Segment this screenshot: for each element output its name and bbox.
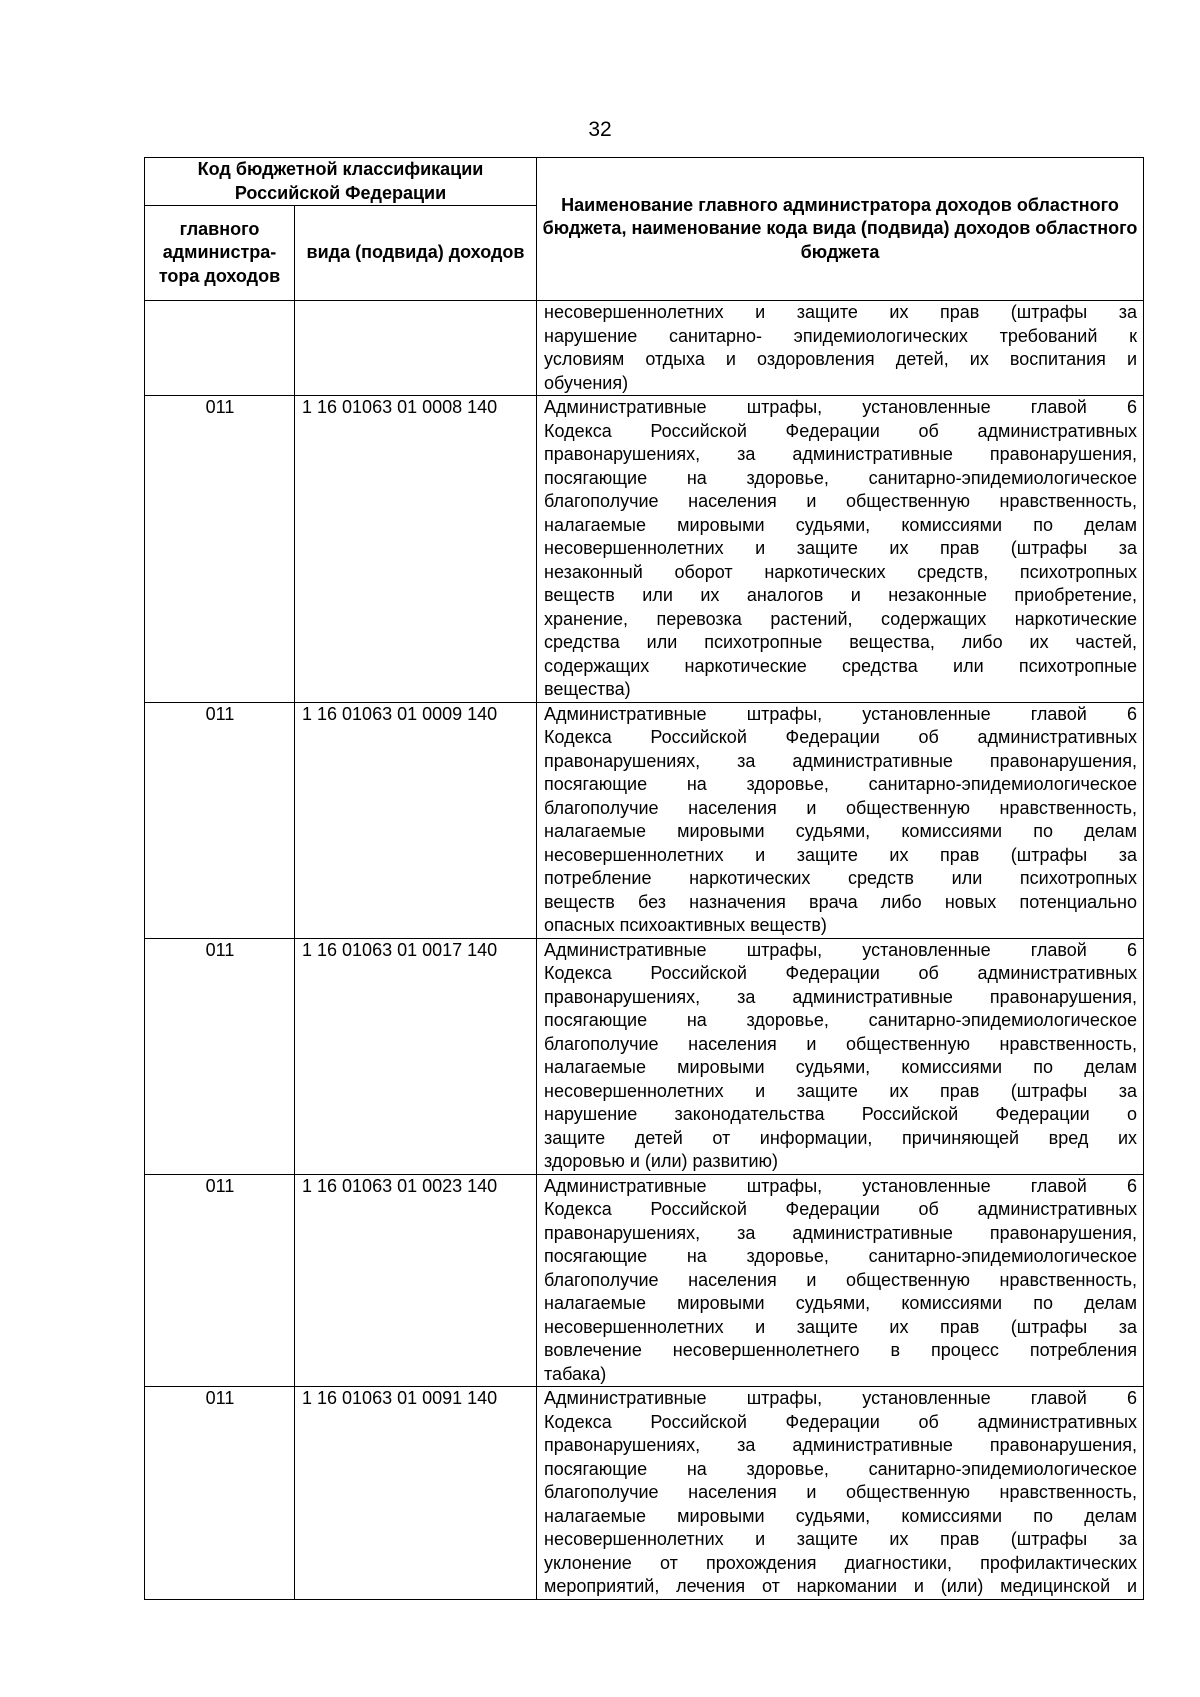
revenue-type-code-cell: 1 16 01063 01 0009 140: [295, 702, 537, 938]
revenue-classification-table: [144, 157, 1144, 1600]
admin-code-cell: 011: [145, 1174, 295, 1387]
revenue-name-cell: [537, 396, 1144, 703]
revenue-name-cell: [537, 1174, 1144, 1387]
revenue-name-line: средства или психотропные вещества, либо их частей,: [544, 632, 1138, 652]
revenue-name-line: вовлечение несовершеннолетнего в процесс потребления: [544, 1340, 1138, 1360]
revenue-name-line: несовершеннолетних и защите их прав (штрафы за: [544, 844, 1138, 865]
revenue-name-line: посягающие на здоровье, санитарно-эпидемиологическое: [544, 467, 1138, 488]
revenue-name-line: Административные штрафы, установленные главой 6: [544, 1175, 1138, 1196]
header-name-column: Наименование главного администратора доходов областного бюджета, наименование кода вида (подвида) доходов областного бюджета: [537, 158, 1144, 301]
revenue-name-line: Кодекса Российской Федерации об административных: [544, 1199, 1138, 1219]
revenue-name-line: мероприятий, лечения от наркомании и (или) медицинской и: [544, 1576, 1138, 1596]
table-header: [145, 158, 1144, 301]
revenue-name-line: посягающие на здоровье, санитарно-эпидемиологическое: [544, 1010, 1138, 1030]
revenue-name-line: Административные штрафы, установленные главой 6: [544, 397, 1138, 417]
revenue-name-line: несовершеннолетних и защите их прав (штрафы за: [544, 538, 1138, 558]
revenue-name-line: правонарушениях, за административные правонарушения,: [544, 986, 1138, 1007]
header-budget-code-group: Код бюджетной классификации Российской Федерации: [145, 158, 537, 206]
revenue-name-line: уклонение от прохождения диагностики, профилактических: [544, 1552, 1138, 1573]
revenue-name-line: Кодекса Российской Федерации об административных: [544, 727, 1138, 747]
revenue-name-line: Кодекса Российской Федерации об административных: [544, 963, 1138, 983]
table-row: [145, 1387, 1144, 1600]
revenue-name-line: вещества): [544, 679, 631, 699]
revenue-name-line: благополучие населения и общественную нравственность,: [544, 491, 1138, 511]
revenue-name-line: налагаемые мировыми судьями, комиссиями по делам: [544, 821, 1138, 841]
revenue-name-line: условиям отдыха и оздоровления детей, их воспитания и: [544, 349, 1138, 369]
table-row: [145, 938, 1144, 1174]
revenue-name-cell: [537, 938, 1144, 1174]
page-number: 32: [588, 118, 612, 141]
revenue-name-line: Кодекса Российской Федерации об административных: [544, 420, 1138, 441]
revenue-name-cell: [537, 301, 1144, 396]
revenue-name-line: налагаемые мировыми судьями, комиссиями по делам: [544, 1057, 1138, 1077]
revenue-name-line: незаконный оборот наркотических средств, психотропных: [544, 561, 1138, 582]
revenue-name-line: посягающие на здоровье, санитарно-эпидемиологическое: [544, 1246, 1138, 1266]
header-type-column: вида (подвида) доходов: [295, 206, 537, 301]
revenue-name-line: налагаемые мировыми судьями, комиссиями по делам: [544, 1505, 1138, 1526]
revenue-name-line: благополучие населения и общественную нравственность,: [544, 1033, 1138, 1054]
admin-code-cell: 011: [145, 1387, 295, 1600]
revenue-name-line: несовершеннолетних и защите их прав (штрафы за: [544, 302, 1138, 322]
revenue-name-line: веществ или их аналогов и незаконные приобретение,: [544, 585, 1138, 605]
revenue-type-code-cell: 1 16 01063 01 0017 140: [295, 938, 537, 1174]
revenue-name-line: налагаемые мировыми судьями, комиссиями по делам: [544, 514, 1138, 535]
revenue-name-line: налагаемые мировыми судьями, комиссиями по делам: [544, 1293, 1138, 1313]
revenue-name-line: правонарушениях, за административные правонарушения,: [544, 750, 1138, 771]
revenue-name-line: посягающие на здоровье, санитарно-эпидемиологическое: [544, 774, 1138, 794]
revenue-name-line: правонарушениях, за административные правонарушения,: [544, 1435, 1138, 1455]
revenue-name-cell: [537, 702, 1144, 938]
admin-code-cell: 011: [145, 702, 295, 938]
revenue-name-line: благополучие населения и общественную нравственность,: [544, 1482, 1138, 1502]
revenue-name-line: несовершеннолетних и защите их прав (штрафы за: [544, 1316, 1138, 1337]
revenue-name-line: Административные штрафы, установленные главой 6: [544, 703, 1138, 724]
revenue-name-line: Административные штрафы, установленные главой 6: [544, 1388, 1138, 1408]
revenue-type-code-cell: 1 16 01063 01 0091 140: [295, 1387, 537, 1600]
revenue-name-line: табака): [544, 1363, 607, 1384]
table-row: [145, 396, 1144, 703]
revenue-name-line: благополучие населения и общественную нравственность,: [544, 797, 1138, 818]
revenue-name-line: посягающие на здоровье, санитарно-эпидемиологическое: [544, 1458, 1138, 1479]
revenue-type-code-cell: 1 16 01063 01 0008 140: [295, 396, 537, 703]
revenue-name-line: здоровью и (или) развитию): [544, 1151, 778, 1171]
revenue-name-line: благополучие населения и общественную нравственность,: [544, 1269, 1138, 1290]
revenue-name-line: правонарушениях, за административные правонарушения,: [544, 444, 1138, 464]
revenue-name-line: Кодекса Российской Федерации об административных: [544, 1411, 1138, 1432]
revenue-type-code-cell: 1 16 01063 01 0023 140: [295, 1174, 537, 1387]
revenue-name-line: правонарушениях, за административные правонарушения,: [544, 1222, 1138, 1243]
revenue-name-line: Административные штрафы, установленные главой 6: [544, 939, 1138, 960]
revenue-name-line: защите детей от информации, причиняющей вред их: [544, 1127, 1138, 1148]
revenue-type-code-cell: [295, 301, 537, 396]
table-row: [145, 1174, 1144, 1387]
admin-code-cell: [145, 301, 295, 396]
revenue-name-line: нарушение санитарно- эпидемиологических требований к: [544, 325, 1138, 346]
header-admin-column: главного администра-тора доходов: [145, 206, 295, 301]
revenue-name-line: несовершеннолетних и защите их прав (штрафы за: [544, 1529, 1138, 1549]
admin-code-cell: 011: [145, 396, 295, 703]
revenue-name-line: веществ без назначения врача либо новых потенциально: [544, 891, 1138, 912]
revenue-name-line: опасных психоактивных веществ): [544, 915, 827, 935]
admin-code-cell: 011: [145, 938, 295, 1174]
table-row: [145, 301, 1144, 396]
revenue-name-line: содержащих наркотические средства или психотропные: [544, 655, 1138, 676]
revenue-name-cell: [537, 1387, 1144, 1600]
revenue-name-line: обучения): [544, 372, 629, 393]
revenue-name-line: несовершеннолетних и защите их прав (штрафы за: [544, 1080, 1138, 1101]
table-row: [145, 702, 1144, 938]
revenue-name-line: хранение, перевозка растений, содержащих наркотические: [544, 608, 1138, 629]
revenue-name-line: нарушение законодательства Российской Федерации о: [544, 1104, 1138, 1124]
table-body: [145, 301, 1144, 1600]
revenue-name-line: потребление наркотических средств или психотропных: [544, 868, 1138, 888]
